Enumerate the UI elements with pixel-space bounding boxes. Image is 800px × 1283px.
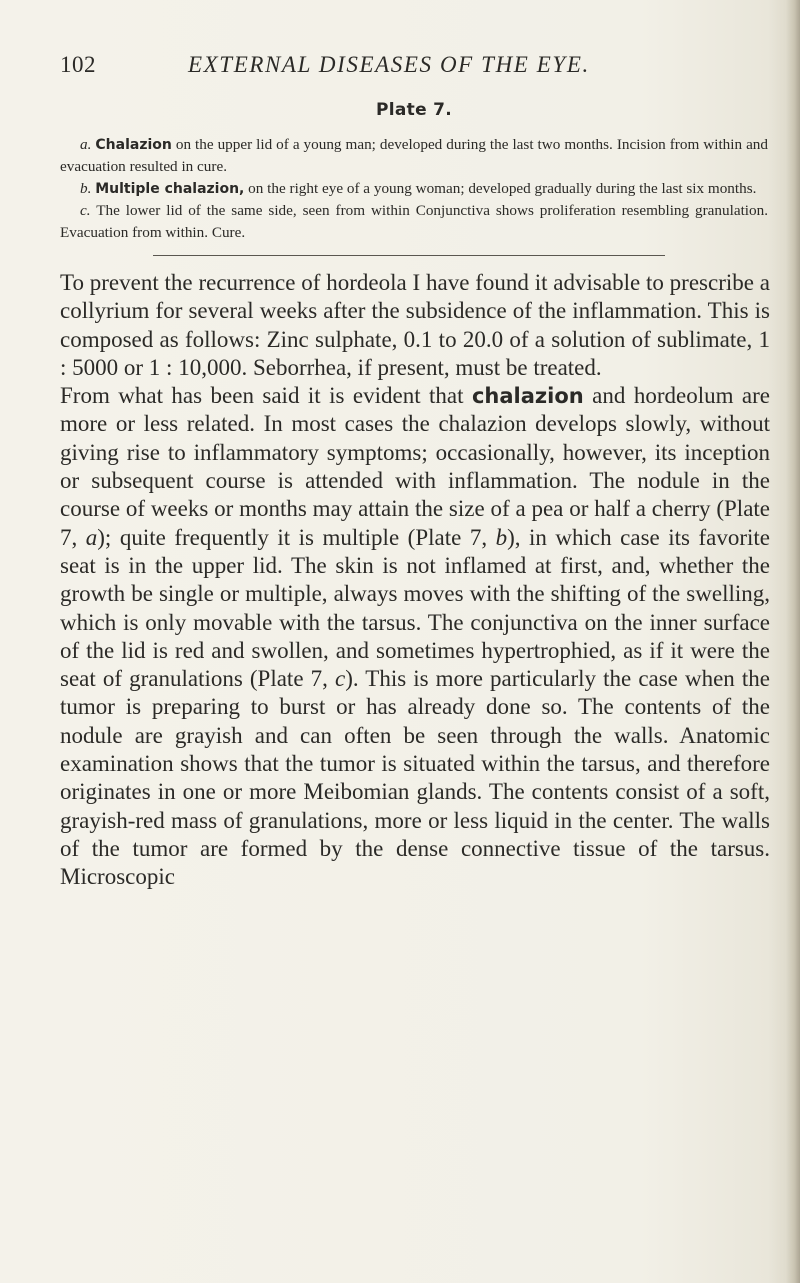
caption-text: on the right eye of a young woman; developed gradually during the last six months. (244, 180, 757, 197)
caption-text: The lower lid of the same side, seen from within Conjunctiva shows proliferation resembling granulation. Evacuation from within. Cure. (60, 202, 768, 241)
caption-letter: c. (80, 202, 91, 219)
page-number: 102 (60, 52, 96, 77)
plate-ref-b: b (495, 524, 508, 550)
caption-letter: b. (80, 180, 92, 197)
paragraph-2-seg2: ); quite frequently it is multiple (Plate 7, (97, 524, 496, 550)
page-edge-shadow (786, 0, 800, 1283)
caption-text: on the upper lid of a young man; developed during the last two months. Incision from within and evacuation resulted in cure. (60, 136, 768, 175)
paragraph-2 (60, 382, 770, 891)
plate-ref-a: a (85, 524, 98, 550)
running-title: EXTERNAL DISEASES OF THE EYE. (188, 52, 590, 77)
paragraph-2-seg1: and hordeolum are more or less related. In most cases the chalazion develops slowly, without giving rise to inflammatory symptoms; occasionally, however, its inception or subsequent course is attended with inflammation. The nodule in the course of weeks or months may attain the size of a pea or half a cherry (Plate 7, (60, 383, 770, 550)
paragraph-2-seg4: ). This is more particularly the case when the tumor is preparing to burst or has already done so. The contents of the nodule are grayish and can often be seen through the walls. Anatomic examination shows that the tumor is situated within the tarsus, and therefore originates in one or more Meibomian glands. The contents consist of a soft, grayish-red mass of granulations, more or less liquid in the center. The walls of the tumor are formed by the dense connective tissue of the tarsus. Microscopic (60, 666, 770, 890)
caption-item-c (60, 200, 768, 244)
plate-title: Plate 7. (375, 100, 453, 120)
plate-caption (60, 100, 768, 244)
paragraph-2-seg3: ), in which case its favorite seat is in the upper lid. The skin is not inflamed at first, and, whether the growth be single or multiple, always moves with the shifting of the swelling, which is only movable with the tarsus. The conjunctiva on the inner surface of the lid is red and swollen, and sometimes hypertrophied, as if it were the seat of granulations (Plate 7, (60, 524, 771, 692)
paragraph-1: To prevent the recurrence of hordeola I have found it advisable to prescribe a collyrium for several weeks after the subsidence of the inflammation. This is composed as follows: Zinc sulphate, 0.1 to 20.0 of a solution of sublimate, 1 : 5000 or 1 : 10,000. Seborrhea, if present, must be treated. (60, 270, 770, 380)
caption-term: Multiple chalazion, (95, 181, 245, 197)
caption-item-a (60, 134, 768, 178)
divider-rule (153, 255, 665, 256)
plate-ref-c: c (334, 666, 346, 692)
caption-letter: a. (80, 136, 92, 153)
caption-term: Chalazion (95, 137, 172, 153)
running-header (60, 52, 770, 82)
caption-item-b (60, 178, 768, 200)
body-text (60, 269, 770, 892)
paragraph-2-lead: From what has been said it is evident that (60, 383, 472, 409)
chalazion-term: chalazion (471, 384, 584, 409)
